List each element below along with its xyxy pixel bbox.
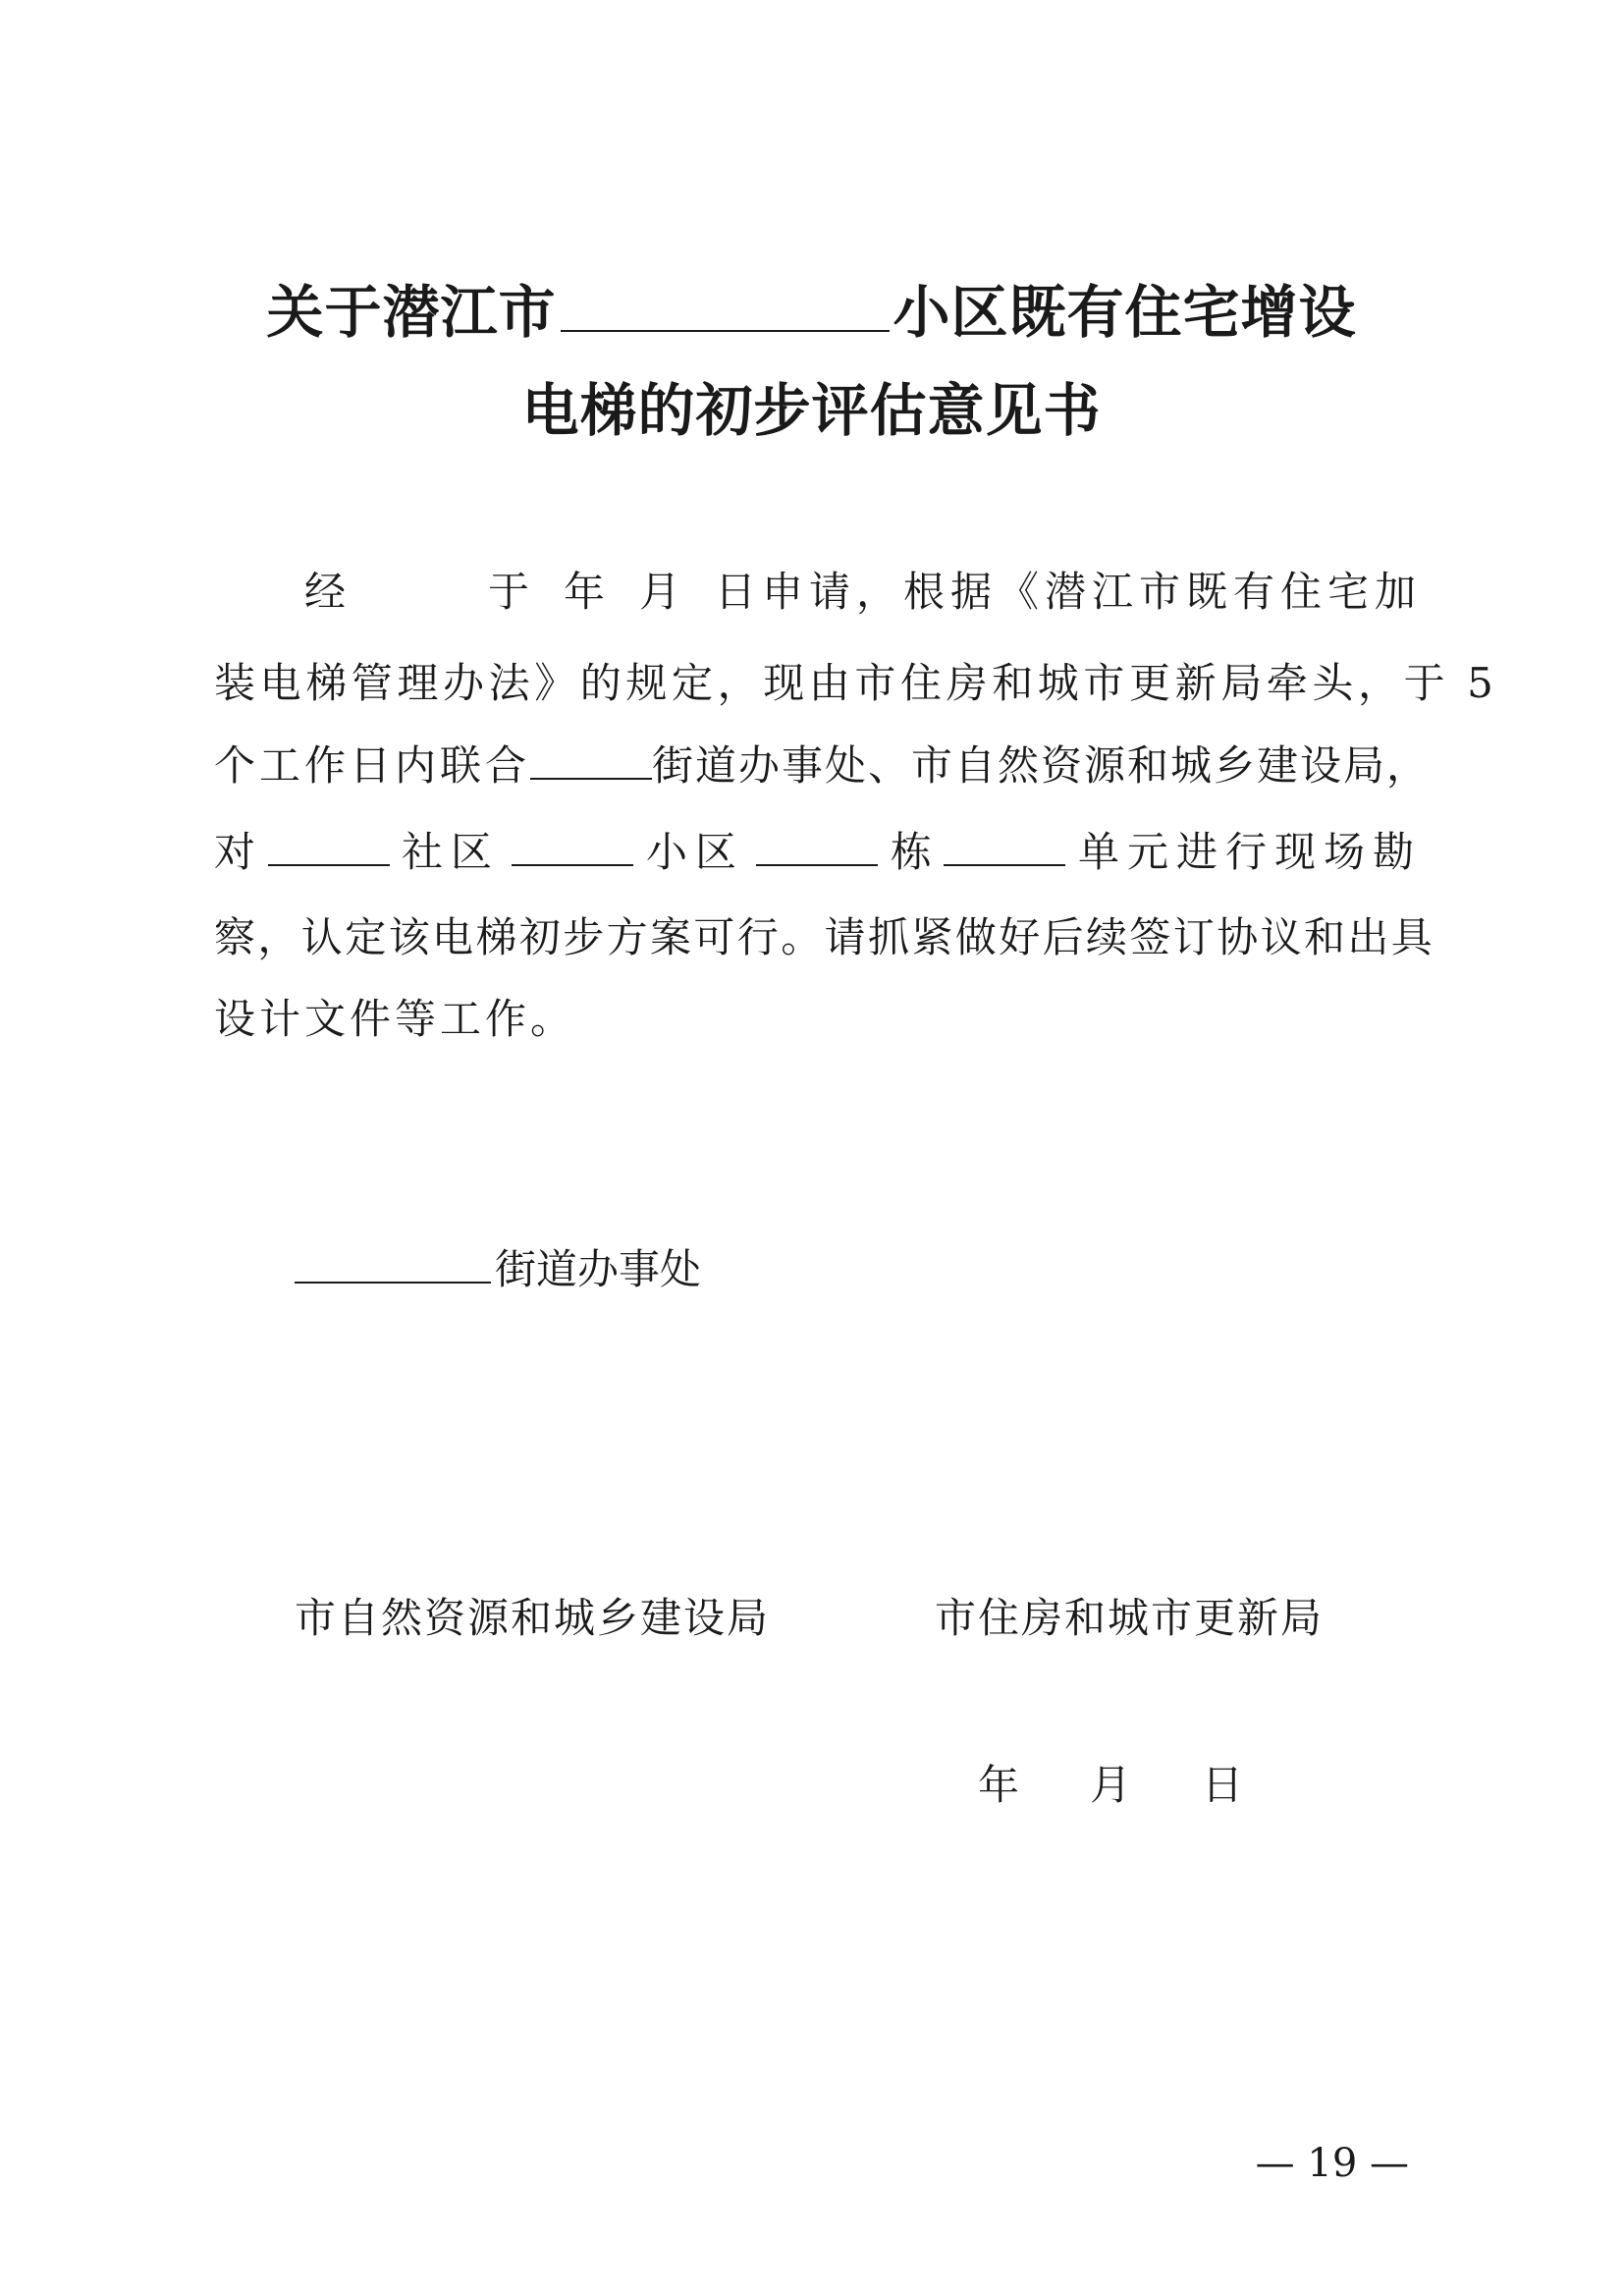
signature-street-office — [295, 1242, 701, 1297]
text-xiaoqu: 小区 — [645, 828, 744, 876]
text-yu: 于 — [487, 568, 529, 616]
signature-housing: 市住房和城市更新局 — [935, 1594, 1325, 1642]
text-apply: 日申请，根据《潜江市既有住宅加 — [714, 568, 1422, 616]
text-unit-survey: 单元进行现场勘 — [1077, 828, 1422, 876]
blank-unit — [944, 827, 1065, 866]
page-number: — 19 — — [1255, 2141, 1409, 2186]
blank-community — [268, 827, 390, 866]
body-line-1 — [304, 565, 1422, 620]
street-office-label: 街道办事处 — [495, 1245, 702, 1293]
body-line-4 — [214, 825, 1422, 880]
text-lianhe: 个工作日内联合 — [214, 741, 531, 790]
title-suffix: 小区既有住宅增设 — [893, 279, 1357, 346]
text-shequ: 社区 — [401, 828, 500, 876]
title-prefix: 关于潜江市 — [266, 279, 557, 346]
title-line-1 — [0, 278, 1623, 347]
text-dui: 对 — [214, 828, 256, 876]
title-blank-community — [561, 285, 890, 332]
blank-street — [530, 740, 652, 780]
body-line-5: 察，认定该电梯初步方案可行。请抓紧做好后续签订协议和出具 — [214, 913, 1435, 961]
blank-estate — [512, 827, 633, 866]
text-offices: 街道办事处、市自然资源和城乡建设局， — [652, 741, 1431, 790]
date-year: 年 — [978, 1761, 1020, 1809]
blank-street-office — [295, 1244, 491, 1284]
body-line-6: 设计文件等工作。 — [214, 995, 576, 1043]
body-line-2: 装电梯管理办法》的规定，现由市住房和城市更新局牵头，于 5 — [214, 659, 1498, 707]
signature-natural-resources: 市自然资源和城乡建设局 — [295, 1594, 771, 1642]
text-jing: 经 — [304, 568, 347, 616]
title-line-2: 电梯的初步评估意见书 — [521, 377, 1102, 444]
date-day: 日 — [1202, 1761, 1244, 1809]
blank-building — [756, 827, 878, 866]
text-nian: 年 — [563, 568, 605, 616]
text-yue: 月 — [638, 568, 680, 616]
text-dong: 栋 — [890, 828, 932, 876]
body-line-3 — [214, 738, 1431, 793]
signature-date — [978, 1758, 1243, 1813]
date-month: 月 — [1090, 1761, 1132, 1809]
